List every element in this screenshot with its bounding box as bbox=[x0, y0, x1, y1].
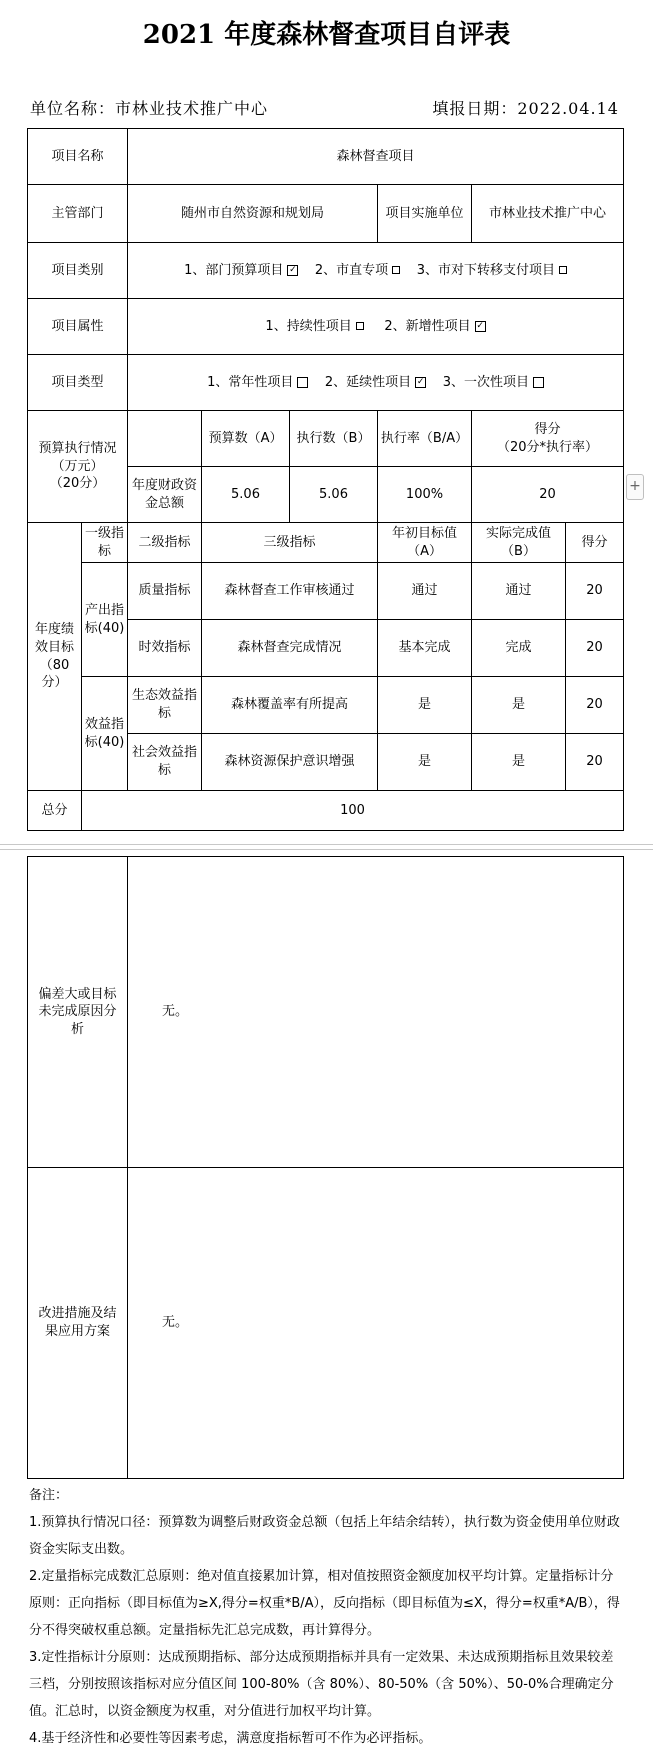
note-item: 1.预算执行情况口径：预算数为调整后财政资金总额（包括上年结余结转），执行数为资金使用单位财政资金实际支出数。 bbox=[29, 1515, 620, 1557]
perf-l3: 森林督查工作审核通过 bbox=[202, 563, 378, 620]
exec-value: 5.06 bbox=[290, 467, 378, 523]
perf-target: 是 bbox=[378, 734, 472, 791]
attr-options bbox=[128, 299, 624, 355]
note-item: 3.定性指标计分原则：达成预期指标、部分达成预期指标并具有一定效果、未达成预期指标且效果较差三档，分别按照该指标对应分值区间 100-80%（含 80%）、80-50%（含 50%）、50-0%合理确定分值。汇总时，以资金额度为权重，对分值进行加权平均计算。 bbox=[29, 1650, 614, 1719]
page-title: 2021 年度森林督查项目自评表 bbox=[142, 20, 511, 50]
perf-target: 是 bbox=[378, 677, 472, 734]
perf-actual: 是 bbox=[472, 734, 566, 791]
exec-header: 执行数（B） bbox=[290, 411, 378, 467]
fund-label: 年度财政资金总额 bbox=[128, 467, 202, 523]
unit-name: 单位名称：市林业技术推广中心 bbox=[30, 99, 269, 118]
improve-label: 改进措施及结果应用方案 bbox=[28, 1168, 128, 1479]
evaluation-table bbox=[27, 128, 624, 831]
project-name: 森林督查项目 bbox=[128, 129, 624, 185]
perf-target: 基本完成 bbox=[378, 620, 472, 677]
checkbox-empty-icon[interactable] bbox=[559, 266, 567, 274]
type-opt-3: 3、一次性项目 bbox=[442, 374, 529, 390]
perf-target: 通过 bbox=[378, 563, 472, 620]
dept-label: 主管部门 bbox=[28, 185, 128, 243]
expand-plus-button[interactable]: + bbox=[626, 474, 644, 500]
note-item: 4.基于经济性和必要性等因素考虑，满意度指标暂可不作为必评指标。 bbox=[29, 1731, 432, 1746]
attr-label: 项目属性 bbox=[28, 299, 128, 355]
category-options bbox=[128, 243, 624, 299]
level3-header: 三级指标 bbox=[202, 523, 378, 563]
perf-score-header: 得分 bbox=[566, 523, 624, 563]
project-name-label: 项目名称 bbox=[28, 129, 128, 185]
checkbox-empty-icon[interactable] bbox=[356, 322, 364, 330]
benefit-indicator-label: 效益指标(40) bbox=[82, 677, 128, 791]
notes-heading: 备注： bbox=[29, 1488, 69, 1503]
perf-l3: 森林覆盖率有所提高 bbox=[202, 677, 378, 734]
budget-label-line2: （万元） bbox=[51, 458, 104, 474]
type-opt-1: 1、常年性项目 bbox=[207, 374, 294, 390]
perf-main-label: 年度绩效目标（80分） bbox=[28, 523, 82, 791]
budget-label bbox=[28, 411, 128, 523]
attr-opt-1: 1、持续性项目 bbox=[265, 318, 352, 334]
perf-actual: 是 bbox=[472, 677, 566, 734]
checkbox-empty-icon[interactable] bbox=[297, 377, 308, 388]
checkbox-empty-icon[interactable] bbox=[392, 266, 400, 274]
impl-value: 市林业技术推广中心 bbox=[472, 185, 624, 243]
checkbox-checked-icon[interactable]: ✓ bbox=[289, 264, 297, 275]
perf-l2: 质量指标 bbox=[128, 563, 202, 620]
type-opt-2: 2、延续性项目 bbox=[324, 374, 412, 390]
category-opt-1: 1、部门预算项目 bbox=[184, 262, 284, 278]
deviation-text: 无。 bbox=[128, 857, 624, 1168]
actual-header: 实际完成值（B） bbox=[472, 523, 566, 563]
budget-label-line1: 预算执行情况 bbox=[38, 441, 117, 457]
type-label: 项目类型 bbox=[28, 355, 128, 411]
perf-l2: 时效指标 bbox=[128, 620, 202, 677]
perf-score: 20 bbox=[566, 620, 624, 677]
level1-header: 一级指标 bbox=[82, 523, 128, 563]
rate-value: 100% bbox=[378, 467, 472, 523]
perf-l3: 森林督查完成情况 bbox=[202, 620, 378, 677]
perf-actual: 完成 bbox=[472, 620, 566, 677]
checkbox-checked-icon[interactable]: ✓ bbox=[476, 320, 484, 331]
perf-actual: 通过 bbox=[472, 563, 566, 620]
score-header-line2: （20分*执行率） bbox=[497, 439, 599, 455]
total-label: 总分 bbox=[28, 791, 82, 831]
page-break-line bbox=[0, 844, 653, 845]
budget-value: 5.06 bbox=[202, 467, 290, 523]
score-header bbox=[472, 411, 624, 467]
impl-label: 项目实施单位 bbox=[378, 185, 472, 243]
report-date: 填报日期：2022.04.14 bbox=[432, 99, 619, 118]
perf-score: 20 bbox=[566, 563, 624, 620]
perf-score: 20 bbox=[566, 734, 624, 791]
budget-header: 预算数（A） bbox=[202, 411, 290, 467]
deviation-label: 偏差大或目标未完成原因分析 bbox=[28, 857, 128, 1168]
score-header-line1: 得分 bbox=[534, 421, 561, 437]
budget-blank-cell bbox=[128, 411, 202, 467]
category-opt-3: 3、市对下转移支付项目 bbox=[416, 262, 555, 278]
type-options bbox=[128, 355, 624, 411]
target-header: 年初目标值（A） bbox=[378, 523, 472, 563]
checkbox-checked-icon[interactable]: ✓ bbox=[416, 376, 425, 387]
output-indicator-label: 产出指标(40) bbox=[82, 563, 128, 677]
category-opt-2: 2、市直专项 bbox=[314, 262, 389, 278]
budget-label-line3: （20分） bbox=[49, 476, 106, 492]
improve-text: 无。 bbox=[128, 1168, 624, 1479]
score-value: 20 bbox=[472, 467, 624, 523]
note-item: 2.定量指标完成数汇总原则：绝对值直接累加计算，相对值按照资金额度加权平均计算。定量指标计分原则：正向指标（即目标值为≥X,得分=权重*B/A），反向指标（即目标值为≤X，得分=权重*A/B），得分不得突破权重总额。定量指标先汇总完成数，再计算得分。 bbox=[29, 1569, 620, 1638]
total-value: 100 bbox=[82, 791, 624, 831]
analysis-table bbox=[27, 856, 624, 1479]
attr-opt-2: 2、新增性项目 bbox=[384, 318, 471, 334]
checkbox-empty-icon[interactable] bbox=[533, 377, 544, 388]
page-break-line bbox=[0, 849, 653, 850]
level2-header: 二级指标 bbox=[128, 523, 202, 563]
perf-score: 20 bbox=[566, 677, 624, 734]
dept-value: 随州市自然资源和规划局 bbox=[128, 185, 378, 243]
category-label: 项目类别 bbox=[28, 243, 128, 299]
perf-l2: 社会效益指标 bbox=[128, 734, 202, 791]
perf-l2: 生态效益指标 bbox=[128, 677, 202, 734]
perf-l3: 森林资源保护意识增强 bbox=[202, 734, 378, 791]
rate-header: 执行率（B/A） bbox=[378, 411, 472, 467]
notes-section bbox=[29, 1482, 623, 1752]
